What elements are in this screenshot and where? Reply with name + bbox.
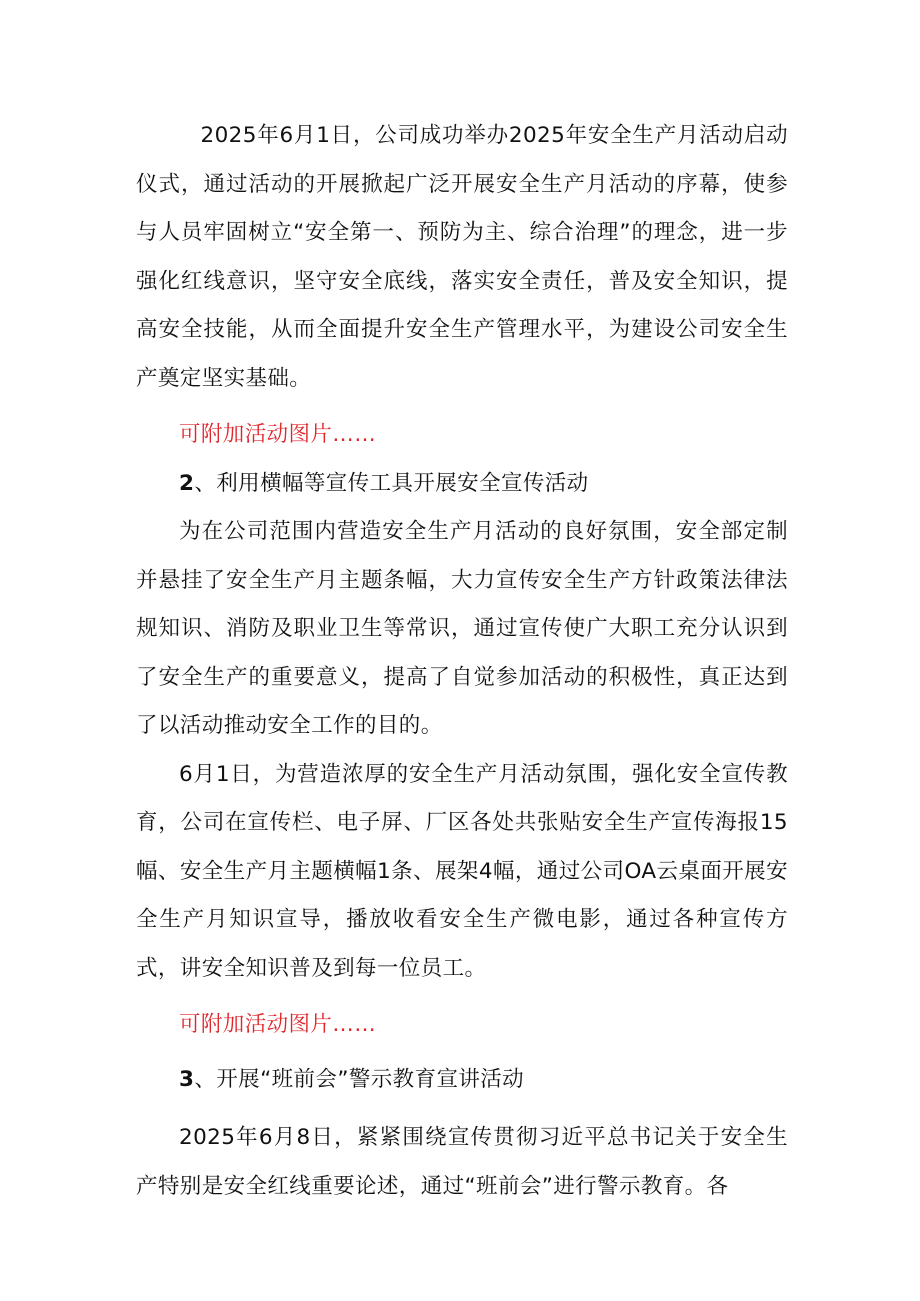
section-heading-2	[136, 460, 788, 509]
section-number: 3	[179, 1066, 195, 1092]
section-title: 、开展“班前会”警示教育宣讲活动	[194, 1066, 525, 1092]
image-placeholder-note: 可附加活动图片……	[179, 1012, 377, 1037]
section-number: 2	[179, 470, 195, 496]
section-2-paragraph-2: 6月1日，为营造浓厚的安全生产月活动氛围，强化安全宣传教育，公司在宣传栏、电子屏、厂区各处共张贴安全生产宣传海报15幅、安全生产月主题横幅1条、展架4幅，通过公司OA云桌面开展安全生产月知识宣导，播放收看安全生产微电影，通过各种宣传方式，讲安全知识普及到每一位员工。	[136, 761, 788, 981]
section-2-paragraph-1: 为在公司范围内营造安全生产月活动的良好氛围，安全部定制并悬挂了安全生产月主题条幅，大力宣传安全生产方针政策法律法规知识、消防及职业卫生等常识，通过宣传使广大职工充分认识到了安全生产的重要意义，提高了自觉参加活动的积极性，真正达到了以活动推动安全工作的目的。	[136, 519, 788, 738]
document-page	[136, 112, 788, 1211]
section-heading-3	[136, 1056, 788, 1105]
section-title: 、利用横幅等宣传工具开展安全宣传活动	[194, 470, 589, 496]
section-3-paragraph-1: 2025年6月8日，紧紧围绕宣传贯彻习近平总书记关于安全生产特别是安全红线重要论述，通过“班前会”进行警示教育。各	[136, 1125, 788, 1199]
intro-paragraph: 2025年6月1日，公司成功举办2025年安全生产月活动启动仪式，通过活动的开展掀起广泛开展安全生产月活动的序幕，使参与人员牢固树立“安全第一、预防为主、综合治理”的理念，进一步强化红线意识，坚守安全底线，落实安全责任，普及安全知识，提高安全技能，从而全面提升安全生产管理水平，为建设公司安全生产奠定坚实基础。	[136, 123, 788, 391]
image-placeholder-note: 可附加活动图片……	[179, 422, 377, 447]
